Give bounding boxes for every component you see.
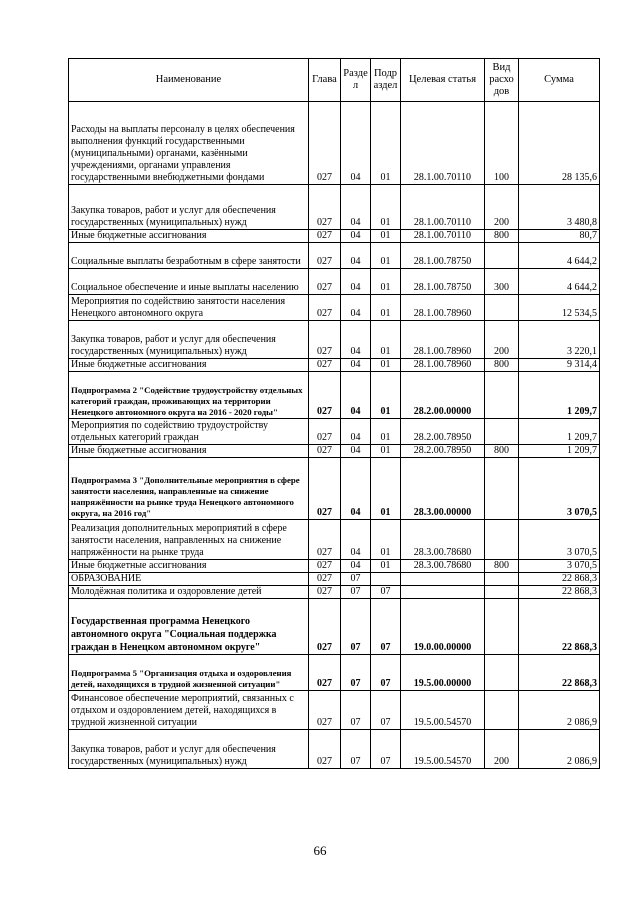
row-target: 28.2.00.78950 — [401, 419, 485, 445]
row-name: Молодёжная политика и оздоровление детей — [69, 586, 309, 599]
row-amount: 3 480,8 — [519, 185, 600, 230]
table-row — [69, 691, 600, 730]
row-target: 28.3.00.78680 — [401, 560, 485, 573]
header-chapter: Глава — [309, 59, 341, 102]
row-target: 19.0.00.00000 — [401, 599, 485, 655]
row-amount: 3 070,5 — [519, 458, 600, 520]
row-target: 28.3.00.00000 — [401, 458, 485, 520]
row-chapter: 027 — [309, 458, 341, 520]
row-subsection: 01 — [371, 185, 401, 230]
row-amount: 1 209,7 — [519, 419, 600, 445]
row-target: 19.5.00.00000 — [401, 655, 485, 691]
row-chapter: 027 — [309, 321, 341, 359]
row-chapter: 027 — [309, 586, 341, 599]
row-amount: 3 070,5 — [519, 520, 600, 560]
row-expense-type — [485, 599, 519, 655]
table-row — [69, 102, 600, 185]
row-section: 07 — [341, 599, 371, 655]
row-section: 04 — [341, 185, 371, 230]
row-expense-type: 100 — [485, 102, 519, 185]
row-amount: 12 534,5 — [519, 295, 600, 321]
row-amount: 2 086,9 — [519, 730, 600, 769]
row-name: Социальное обеспечение и иные выплаты населению — [69, 269, 309, 295]
row-subsection: 07 — [371, 655, 401, 691]
row-subsection: 01 — [371, 269, 401, 295]
row-name: Иные бюджетные ассигнования — [69, 560, 309, 573]
row-chapter: 027 — [309, 185, 341, 230]
row-expense-type: 800 — [485, 560, 519, 573]
table-row — [69, 586, 600, 599]
row-target: 28.1.00.78750 — [401, 269, 485, 295]
table-row — [69, 445, 600, 458]
row-target: 28.1.00.78960 — [401, 321, 485, 359]
row-target: 28.3.00.78680 — [401, 520, 485, 560]
row-target: 28.1.00.78960 — [401, 295, 485, 321]
row-subsection: 01 — [371, 102, 401, 185]
table-row — [69, 230, 600, 243]
row-subsection: 01 — [371, 295, 401, 321]
row-amount: 3 070,5 — [519, 560, 600, 573]
row-amount: 1 209,7 — [519, 445, 600, 458]
table-row — [69, 295, 600, 321]
row-amount: 4 644,2 — [519, 269, 600, 295]
row-chapter: 027 — [309, 295, 341, 321]
row-amount: 3 220,1 — [519, 321, 600, 359]
table-row — [69, 243, 600, 269]
row-expense-type: 800 — [485, 445, 519, 458]
row-target: 28.1.00.70110 — [401, 230, 485, 243]
row-chapter: 027 — [309, 372, 341, 419]
row-name: Реализация дополнительных мероприятий в сфере занятости населения, направленных на снижение напряжённости на рынке труда — [69, 520, 309, 560]
row-target — [401, 586, 485, 599]
row-target: 28.2.00.00000 — [401, 372, 485, 419]
row-name: Закупка товаров, работ и услуг для обеспечения государственных (муниципальных) нужд — [69, 730, 309, 769]
row-expense-type — [485, 295, 519, 321]
table-row — [69, 419, 600, 445]
row-section: 04 — [341, 295, 371, 321]
row-expense-type — [485, 520, 519, 560]
row-subsection — [371, 573, 401, 586]
row-target — [401, 573, 485, 586]
row-expense-type: 200 — [485, 321, 519, 359]
budget-table — [68, 58, 600, 769]
row-target: 28.2.00.78950 — [401, 445, 485, 458]
row-subsection: 07 — [371, 730, 401, 769]
row-target: 28.1.00.78960 — [401, 359, 485, 372]
header-name: Наименование — [69, 59, 309, 102]
row-subsection: 07 — [371, 586, 401, 599]
row-subsection: 01 — [371, 359, 401, 372]
row-subsection: 07 — [371, 599, 401, 655]
row-name: Иные бюджетные ассигнования — [69, 359, 309, 372]
row-subsection: 01 — [371, 321, 401, 359]
row-amount: 22 868,3 — [519, 586, 600, 599]
row-name: Закупка товаров, работ и услуг для обеспечения государственных (муниципальных) нужд — [69, 185, 309, 230]
header-target: Целевая статья — [401, 59, 485, 102]
row-amount: 22 868,3 — [519, 599, 600, 655]
row-name: Мероприятия по содействию трудоустройству отдельных категорий граждан — [69, 419, 309, 445]
row-name: ОБРАЗОВАНИЕ — [69, 573, 309, 586]
row-name: Подпрограмма 3 "Дополнительные мероприятия в сфере занятости населения, направленные на снижение напряжённости на рынке труда Ненецкого автономного округа, на 2016 год" — [69, 458, 309, 520]
header-section: Разде л — [341, 59, 371, 102]
row-expense-type — [485, 372, 519, 419]
row-expense-type — [485, 655, 519, 691]
table-row — [69, 359, 600, 372]
row-target: 28.1.00.78750 — [401, 243, 485, 269]
row-amount: 2 086,9 — [519, 691, 600, 730]
row-section: 04 — [341, 230, 371, 243]
row-name: Иные бюджетные ассигнования — [69, 230, 309, 243]
row-chapter: 027 — [309, 243, 341, 269]
table-row — [69, 599, 600, 655]
table-row — [69, 458, 600, 520]
table-header-row — [69, 59, 600, 102]
row-target: 28.1.00.70110 — [401, 102, 485, 185]
row-subsection: 01 — [371, 445, 401, 458]
row-target: 28.1.00.70110 — [401, 185, 485, 230]
row-section: 04 — [341, 372, 371, 419]
row-section: 07 — [341, 691, 371, 730]
row-subsection: 01 — [371, 372, 401, 419]
row-section: 04 — [341, 445, 371, 458]
header-subsection: Подр аздел — [371, 59, 401, 102]
header-amount: Сумма — [519, 59, 600, 102]
row-expense-type: 200 — [485, 185, 519, 230]
row-amount: 9 314,4 — [519, 359, 600, 372]
row-section: 04 — [341, 269, 371, 295]
row-subsection: 01 — [371, 458, 401, 520]
row-expense-type — [485, 419, 519, 445]
row-name: Иные бюджетные ассигнования — [69, 445, 309, 458]
row-section: 04 — [341, 520, 371, 560]
row-name: Финансовое обеспечение мероприятий, связанных с отдыхом и оздоровлением детей, находящихся в трудной жизненной ситуации — [69, 691, 309, 730]
row-subsection: 07 — [371, 691, 401, 730]
row-expense-type: 200 — [485, 730, 519, 769]
row-expense-type — [485, 691, 519, 730]
row-amount: 22 868,3 — [519, 655, 600, 691]
row-chapter: 027 — [309, 230, 341, 243]
row-name: Государственная программа Ненецкого автономного округа "Социальная поддержка граждан в Ненецком автономном округе" — [69, 599, 309, 655]
row-chapter: 027 — [309, 573, 341, 586]
row-chapter: 027 — [309, 359, 341, 372]
row-name: Расходы на выплаты персоналу в целях обеспечения выполнения функций государственными (муниципальными) органами, казёнными учреждениями, органами управления государственными внебюджетными фондами — [69, 102, 309, 185]
row-expense-type — [485, 586, 519, 599]
table-row — [69, 573, 600, 586]
row-expense-type — [485, 458, 519, 520]
row-expense-type: 800 — [485, 359, 519, 372]
table-row — [69, 520, 600, 560]
row-chapter: 027 — [309, 269, 341, 295]
row-name: Подпрограмма 5 "Организация отдыха и оздоровления детей, находящихся в трудной жизненной ситуации" — [69, 655, 309, 691]
row-section: 07 — [341, 655, 371, 691]
row-chapter: 027 — [309, 102, 341, 185]
row-section: 07 — [341, 730, 371, 769]
row-amount: 22 868,3 — [519, 573, 600, 586]
row-subsection: 01 — [371, 560, 401, 573]
row-expense-type — [485, 243, 519, 269]
row-section: 04 — [341, 102, 371, 185]
row-chapter: 027 — [309, 599, 341, 655]
row-chapter: 027 — [309, 445, 341, 458]
row-section: 04 — [341, 243, 371, 269]
row-chapter: 027 — [309, 730, 341, 769]
row-target: 19.5.00.54570 — [401, 691, 485, 730]
row-chapter: 027 — [309, 419, 341, 445]
row-amount: 80,7 — [519, 230, 600, 243]
row-expense-type — [485, 573, 519, 586]
row-chapter: 027 — [309, 520, 341, 560]
row-target: 19.5.00.54570 — [401, 730, 485, 769]
row-subsection: 01 — [371, 520, 401, 560]
table-row — [69, 560, 600, 573]
table-row — [69, 730, 600, 769]
row-subsection: 01 — [371, 243, 401, 269]
row-expense-type: 300 — [485, 269, 519, 295]
row-name: Социальные выплаты безработным в сфере занятости — [69, 243, 309, 269]
row-name: Подпрограмма 2 "Содействие трудоустройству отдельных категорий граждан, проживающих на территории Ненецкого автономного округа на 2016 - 2020 годы" — [69, 372, 309, 419]
row-section: 04 — [341, 321, 371, 359]
table-row — [69, 372, 600, 419]
row-amount: 1 209,7 — [519, 372, 600, 419]
row-chapter: 027 — [309, 560, 341, 573]
row-chapter: 027 — [309, 691, 341, 730]
row-chapter: 027 — [309, 655, 341, 691]
table-row — [69, 655, 600, 691]
row-section: 04 — [341, 359, 371, 372]
row-subsection: 01 — [371, 230, 401, 243]
row-section: 04 — [341, 560, 371, 573]
header-expense-type: Вид расхо дов — [485, 59, 519, 102]
page-number: 66 — [313, 843, 327, 858]
table-row — [69, 321, 600, 359]
row-name: Закупка товаров, работ и услуг для обеспечения государственных (муниципальных) нужд — [69, 321, 309, 359]
row-section: 07 — [341, 586, 371, 599]
row-section: 07 — [341, 573, 371, 586]
table-row — [69, 269, 600, 295]
row-section: 04 — [341, 419, 371, 445]
row-section: 04 — [341, 458, 371, 520]
row-name: Мероприятия по содействию занятости населения Ненецкого автономного округа — [69, 295, 309, 321]
row-subsection: 01 — [371, 419, 401, 445]
table-row — [69, 185, 600, 230]
row-amount: 4 644,2 — [519, 243, 600, 269]
row-amount: 28 135,6 — [519, 102, 600, 185]
row-expense-type: 800 — [485, 230, 519, 243]
